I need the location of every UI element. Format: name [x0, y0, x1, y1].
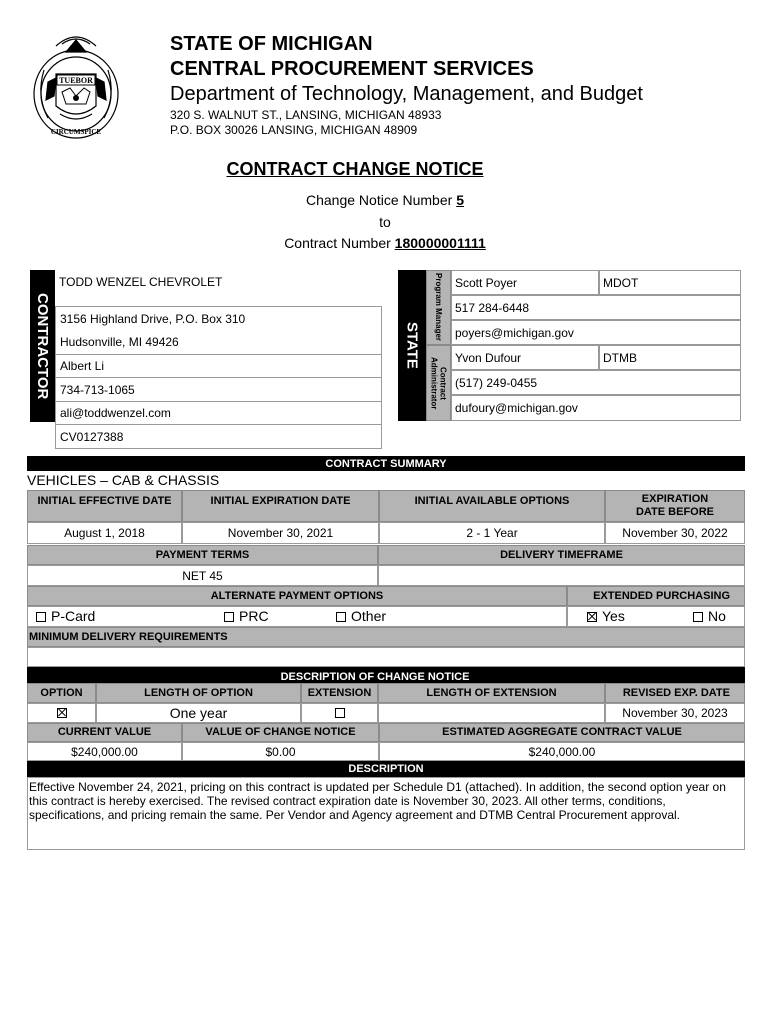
program-manager-agency: MDOT [599, 270, 741, 295]
no-checkbox[interactable] [693, 612, 703, 622]
col-value-of-change-notice: VALUE OF CHANGE NOTICE [182, 723, 379, 742]
contractor-email: ali@toddwenzel.com [55, 401, 382, 425]
change-notice-number: 5 [456, 192, 464, 208]
expiration-date-before: November 30, 2022 [605, 522, 745, 544]
prc-option[interactable]: PRC [224, 608, 269, 624]
notice-title: CONTRACT CHANGE NOTICE [226, 159, 484, 179]
length-of-extension [378, 703, 605, 723]
seal-motto-text: CIRCUMSPICE [50, 128, 102, 136]
initial-expiration-date: November 30, 2021 [182, 522, 379, 544]
state-label: STATE [403, 322, 421, 369]
description-text: Effective November 24, 2021, pricing on this contract is updated per Schedule D1 (attached). In addition, the second option year on this contract is hereby exercised. The revised contract expiration date is November 30, 2023. All other terms, conditions, specifications, and pricing remain the same. Per Vendor and Agency agreement and DTMB Central Procurement approval. [29, 780, 726, 822]
col-current-value: CURRENT VALUE [27, 723, 182, 742]
col-length-of-option: LENGTH OF OPTION [96, 683, 301, 703]
contract-number: 180000001111 [394, 235, 486, 251]
other-option[interactable]: Other [336, 608, 386, 624]
header-address-street: 320 S. WALNUT ST., LANSING, MICHIGAN 48933 [170, 108, 442, 122]
header-agency-name: CENTRAL PROCUREMENT SERVICES [170, 58, 534, 80]
payment-terms-label: PAYMENT TERMS [27, 545, 378, 565]
estimated-aggregate-value: $240,000.00 [379, 742, 745, 761]
col-initial-effective-date: INITIAL EFFECTIVE DATE [27, 490, 182, 522]
header-department: Department of Technology, Management, and Budget [170, 83, 643, 105]
program-manager-label-cell [426, 270, 451, 345]
contract-administrator-agency: DTMB [599, 345, 741, 370]
description-box [27, 777, 745, 850]
contract-summary-header: CONTRACT SUMMARY [27, 456, 745, 471]
delivery-timeframe-value [378, 565, 745, 586]
program-manager-email: poyers@michigan.gov [451, 320, 741, 345]
alternate-payment-options-label: ALTERNATE PAYMENT OPTIONS [27, 586, 567, 606]
contract-description: VEHICLES – CAB & CHASSIS [27, 472, 220, 488]
prc-checkbox[interactable] [224, 612, 234, 622]
contract-administrator-name: Yvon Dufour [451, 345, 599, 370]
contractor-name: TODD WENZEL CHEVROLET [55, 270, 382, 294]
header-state-name: STATE OF MICHIGAN [170, 33, 373, 55]
seal-banner-text: TUEBOR [59, 76, 93, 85]
contract-administrator-label-cell [426, 345, 451, 421]
other-checkbox[interactable] [336, 612, 346, 622]
contract-number-line: Contract Number 180000001111 [284, 235, 486, 251]
col-revised-exp-date: REVISED EXP. DATE [605, 683, 745, 703]
option-cell [27, 703, 96, 723]
contractor-phone: 734-713-1065 [55, 378, 382, 402]
pcard-option[interactable]: P-Card [36, 608, 95, 624]
col-length-of-extension: LENGTH OF EXTENSION [378, 683, 605, 703]
current-value: $240,000.00 [27, 742, 182, 761]
length-of-option: One year [96, 703, 301, 723]
state-label-bar [398, 270, 426, 421]
contract-administrator-email: dufoury@michigan.gov [451, 395, 741, 421]
minimum-delivery-requirements-value [27, 647, 745, 667]
program-manager-phone: 517 284-6448 [451, 295, 741, 320]
contractor-label-bar [30, 270, 55, 422]
extended-purchasing-label: EXTENDED PURCHASING [567, 586, 745, 606]
revised-exp-date: November 30, 2023 [605, 703, 745, 723]
extension-cell [301, 703, 378, 723]
col-estimated-aggregate-value: ESTIMATED AGGREGATE CONTRACT VALUE [379, 723, 745, 742]
yes-checkbox-checked[interactable] [587, 612, 597, 622]
option-checkbox-checked[interactable] [57, 708, 67, 718]
initial-available-options: 2 - 1 Year [379, 522, 605, 544]
contractor-label: CONTRACTOR [34, 292, 51, 400]
col-initial-expiration-date: INITIAL EXPIRATION DATE [182, 490, 379, 522]
contract-administrator-label: Contract Administrator [429, 356, 448, 410]
col-option: OPTION [27, 683, 96, 703]
contractor-city: Hudsonville, MI 49426 [55, 330, 382, 354]
delivery-timeframe-label: DELIVERY TIMEFRAME [378, 545, 745, 565]
description-header: DESCRIPTION [27, 761, 745, 777]
ext-purchasing-no[interactable]: No [693, 608, 726, 624]
michigan-seal-icon [26, 26, 126, 148]
change-notice-number-line: Change Notice Number 5 [306, 192, 464, 208]
contractor-contact: Albert Li [55, 354, 382, 378]
minimum-delivery-requirements-label: MINIMUM DELIVERY REQUIREMENTS [27, 627, 745, 647]
notice-to: to [379, 214, 391, 230]
contract-administrator-phone: (517) 249-0455 [451, 370, 741, 395]
initial-effective-date: August 1, 2018 [27, 522, 182, 544]
program-manager-name: Scott Poyer [451, 270, 599, 295]
extension-checkbox[interactable] [335, 708, 345, 718]
contractor-address: 3156 Highland Drive, P.O. Box 310 [55, 306, 382, 330]
payment-terms-value: NET 45 [27, 565, 378, 586]
description-of-change-header: DESCRIPTION OF CHANGE NOTICE [27, 667, 745, 683]
alternate-payment-options-row [27, 606, 567, 627]
program-manager-label: Program Manager [434, 273, 443, 342]
ext-purchasing-yes[interactable]: Yes [587, 608, 625, 624]
value-of-change-notice: $0.00 [182, 742, 379, 761]
col-initial-available-options: INITIAL AVAILABLE OPTIONS [379, 490, 605, 522]
pcard-checkbox[interactable] [36, 612, 46, 622]
col-expiration-date-before: EXPIRATION DATE BEFORE [605, 490, 745, 522]
header-address-po: P.O. BOX 30026 LANSING, MICHIGAN 48909 [170, 123, 418, 137]
col-extension: EXTENSION [301, 683, 378, 703]
contractor-vendor-id: CV0127388 [55, 425, 382, 449]
